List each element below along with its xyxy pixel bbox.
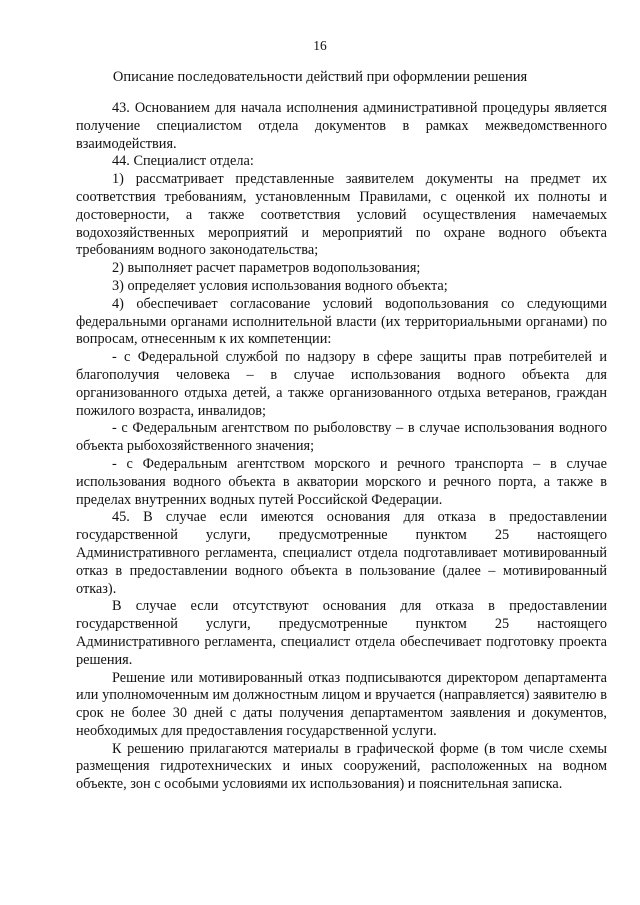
paragraph-45-attachments: К решению прилагаются материалы в графической форме (в том числе схемы размещения гидротехнических и иных сооружений, расположенных на водном объекте, зон с особыми условиями их использования) и пояснительная записка. [76,740,607,793]
paragraph-45: 45. В случае если имеются основания для отказа в предоставлении государственной услуги, предусмотренные пунктом 25 настоящего Административного регламента, специалист отдела подготавливает мотивированный отказ в предоставлении водного объекта в пользование (далее – мотивированный отказ). [76,509,607,597]
paragraph-44: 44. Специалист отдела: [112,153,254,170]
document-body [76,100,607,794]
paragraph-45-no-grounds: В случае если отсутствуют основания для отказа в предоставлении государственной услуги, предусмотренные пунктом 25 настоящего Административного регламента, специалист отдела обеспечивает подготовку проекта решения. [76,598,607,668]
paragraph-44-subitem-fisheries: - с Федеральным агентством по рыболовству – в случае использования водного объекта рыбохозяйственного значения; [76,420,607,455]
paragraph-45-signing: Решение или мотивированный отказ подписываются директором департамента или уполномоченным им должностным лицом и вручается (направляется) заявителю в срок не более 30 дней с даты получения департаментом заявления и документов, необходимых для предоставления государственной услуги. [76,669,607,739]
paragraph-44-item-3: 3) определяет условия использования водного объекта; [112,277,448,294]
paragraph-44-item-1: 1) рассматривает представленные заявителем документы на предмет их соответствия требованиям, установленным Правилами, с оценкой их полноты и достоверности, а также соответствия условий осуществления намечаемых водохозяйственных мероприятий и мероприятий по охране водного объекта требованиям водного законодательства; [76,171,607,259]
paragraph-44-item-4: 4) обеспечивает согласование условий водопользования со следующими федеральными органами исполнительной власти (их территориальными органами) по вопросам, отнесенным к их компетенции: [76,295,607,348]
paragraph-44-subitem-transport: - с Федеральным агентством морского и речного транспорта – в случае использования водного объекта в акватории морского и речного порта, а также в пределах внутренних водных путей Российской Федерации. [76,455,607,508]
paragraph-44-item-2: 2) выполняет расчет параметров водопользования; [112,260,421,277]
section-heading: Описание последовательности действий при оформлении решения [112,69,528,85]
paragraph-44-subitem-rospotrebnadzor: - с Федеральной службой по надзору в сфере защиты прав потребителей и благополучия человека – в случае использования водного объекта для организованного отдыха детей, а также организованного отдыха ветеранов, граждан пожилого возраста, инвалидов; [76,349,607,419]
page-number: 16 [313,38,327,53]
paragraph-43: 43. Основанием для начала исполнения административной процедуры является получение специалистом отдела документов в рамках межведомственного взаимодействия. [76,100,607,152]
